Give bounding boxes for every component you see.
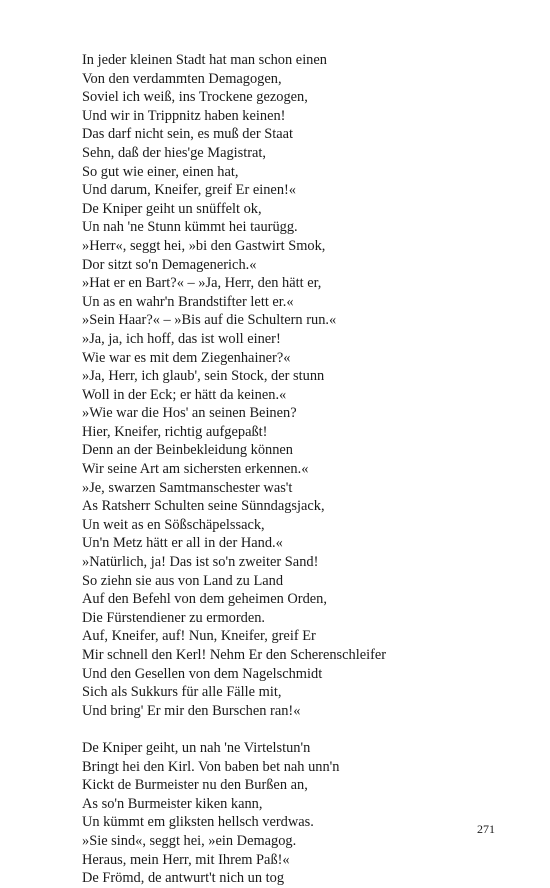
poem-line: Und den Gesellen von dem Nagelschmidt: [82, 665, 323, 682]
poem-line: Un as en wahr'n Brandstifter lett er.«: [82, 293, 294, 310]
poem-line: Sehn, daß der hies'ge Magistrat,: [82, 144, 267, 161]
poem-line: Dor sitzt so'n Demagenerich.«: [82, 256, 257, 273]
poem-line: Denn an der Beinbekleidung können: [82, 442, 294, 459]
poem-line: Auf, Kneifer, auf! Nun, Kneifer, greif Er: [82, 628, 316, 645]
poem-line: So ziehn sie aus von Land zu Land: [82, 572, 284, 589]
poem-line: Un kümmt em gliksten hellsch verdwas.: [82, 814, 314, 831]
poem-line: Un weit as en Sößschäpelssack,: [82, 516, 265, 533]
poem-line: So gut wie einer, einen hat,: [82, 163, 239, 180]
stanza: [82, 739, 522, 888]
poem-line: »Sein Haar?« – »Bis auf die Schultern run.«: [82, 312, 337, 329]
poem-line: Und darum, Kneifer, greif Er einen!«: [82, 182, 296, 199]
page-number: 271: [477, 822, 495, 836]
poem-line: »Ja, ja, ich hoff, das ist woll einer!: [82, 330, 281, 347]
poem-line: De Kniper geiht un snüffelt ok,: [82, 200, 262, 217]
poem-line: Und bring' Er mir den Burschen ran!«: [82, 702, 301, 719]
poem-line: Das darf nicht sein, es muß der Staat: [82, 126, 294, 143]
poem-line: Kickt de Burmeister nu den Burßen an,: [82, 777, 308, 794]
poem-line: »Sie sind«, seggt hei, »ein Demagog.: [82, 832, 297, 849]
poem-line: Und wir in Trippnitz haben keinen!: [82, 107, 286, 124]
poem-line: »Ja, Herr, ich glaub', sein Stock, der stunn: [82, 368, 325, 385]
poem-line: Hier, Kneifer, richtig aufgepaßt!: [82, 423, 268, 440]
poem-line: Soviel ich weiß, ins Trockene gezogen,: [82, 89, 308, 106]
poem-line: As Ratsherr Schulten seine Sünndagsjack,: [82, 498, 325, 515]
poem-line: Mir schnell den Kerl! Nehm Er den Scherenschleifer: [82, 647, 387, 663]
poem-line: De Kniper geiht, un nah 'ne Virtelstun'n: [82, 739, 311, 756]
poem-line: »Herr«, seggt hei, »bi den Gastwirt Smok,: [82, 237, 326, 254]
poem-line: Sich als Sukkurs für alle Fälle mit,: [82, 684, 282, 701]
poem-line: »Je, swarzen Samtmanschester was't: [82, 479, 293, 496]
stanza: [82, 51, 522, 720]
poem-line: Un'n Metz hätt er all in der Hand.«: [82, 535, 283, 552]
poem-text: [82, 51, 522, 888]
poem-line: Von den verdammten Demagogen,: [82, 70, 282, 87]
poem-line: Heraus, mein Herr, mit Ihrem Paß!«: [82, 851, 290, 868]
poem-line: Wie war es mit dem Ziegenhainer?«: [82, 349, 291, 366]
poem-line: De Frömd, de antwurt't nich un tog: [82, 870, 285, 887]
poem-line: »Hat er en Bart?« – »Ja, Herr, den hätt er,: [82, 275, 322, 292]
poem-line: Woll in der Eck; er hätt da keinen.«: [82, 386, 287, 403]
poem-line: As so'n Burmeister kiken kann,: [82, 795, 263, 812]
poem-line: Auf den Befehl von dem geheimen Orden,: [82, 591, 327, 608]
poem-line: Wir seine Art am sichersten erkennen.«: [82, 461, 309, 478]
poem-line: In jeder kleinen Stadt hat man schon einen: [82, 52, 327, 68]
poem-line: »Wie war die Hos' an seinen Beinen?: [82, 405, 297, 422]
poem-line: »Natürlich, ja! Das ist so'n zweiter Sand!: [82, 554, 319, 571]
poem-line: Die Fürstendiener zu ermorden.: [82, 609, 266, 626]
poem-line: Bringt hei den Kirl. Von baben bet nah unn'n: [82, 758, 340, 775]
poem-line: Un nah 'ne Stunn kümmt hei taurügg.: [82, 219, 298, 236]
